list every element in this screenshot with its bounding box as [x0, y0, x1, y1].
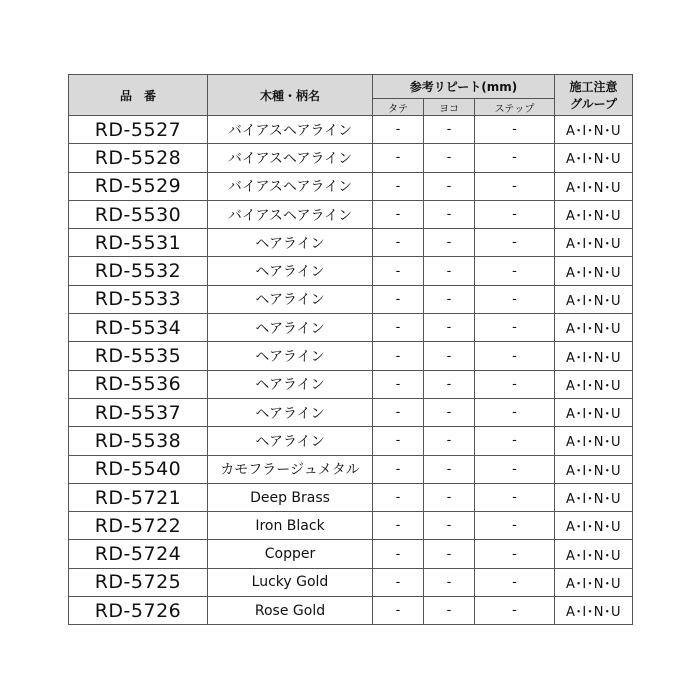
caution-group: A･I･N･U	[555, 229, 633, 257]
repeat-tate: -	[373, 144, 424, 172]
product-name: ヘアライン	[208, 370, 373, 398]
product-name: カモフラージュメタル	[208, 455, 373, 483]
repeat-yoko: -	[424, 568, 475, 596]
caution-group: A･I･N･U	[555, 483, 633, 511]
header-code: 品 番	[69, 75, 208, 116]
repeat-step: -	[475, 455, 555, 483]
table-row	[69, 512, 633, 540]
caution-group: A･I･N･U	[555, 512, 633, 540]
product-code: RD-5540	[69, 455, 208, 483]
product-name: ヘアライン	[208, 314, 373, 342]
caution-group: A･I･N･U	[555, 540, 633, 568]
product-code: RD-5531	[69, 229, 208, 257]
table-row	[69, 427, 633, 455]
repeat-yoko: -	[424, 512, 475, 540]
repeat-yoko: -	[424, 116, 475, 144]
caution-group: A･I･N･U	[555, 285, 633, 313]
product-name: Lucky Gold	[208, 568, 373, 596]
product-name: ヘアライン	[208, 229, 373, 257]
caution-group: A･I･N･U	[555, 342, 633, 370]
repeat-yoko: -	[424, 342, 475, 370]
repeat-tate: -	[373, 314, 424, 342]
repeat-yoko: -	[424, 540, 475, 568]
product-name: ヘアライン	[208, 257, 373, 285]
repeat-yoko: -	[424, 314, 475, 342]
repeat-step: -	[475, 257, 555, 285]
caution-group: A･I･N･U	[555, 172, 633, 200]
product-code: RD-5721	[69, 483, 208, 511]
repeat-step: -	[475, 144, 555, 172]
repeat-yoko: -	[424, 427, 475, 455]
caution-group: A･I･N･U	[555, 597, 633, 625]
repeat-yoko: -	[424, 172, 475, 200]
product-table	[68, 74, 633, 625]
repeat-tate: -	[373, 285, 424, 313]
repeat-tate: -	[373, 540, 424, 568]
table-row	[69, 172, 633, 200]
repeat-tate: -	[373, 455, 424, 483]
repeat-step: -	[475, 229, 555, 257]
repeat-tate: -	[373, 370, 424, 398]
table-row	[69, 229, 633, 257]
table-row	[69, 540, 633, 568]
product-name: Rose Gold	[208, 597, 373, 625]
table-row	[69, 257, 633, 285]
repeat-step: -	[475, 483, 555, 511]
product-code: RD-5726	[69, 597, 208, 625]
repeat-step: -	[475, 540, 555, 568]
product-name: ヘアライン	[208, 342, 373, 370]
repeat-yoko: -	[424, 144, 475, 172]
table-row	[69, 370, 633, 398]
product-code: RD-5532	[69, 257, 208, 285]
header-group-line2: グループ	[569, 97, 618, 111]
repeat-tate: -	[373, 116, 424, 144]
product-name: ヘアライン	[208, 427, 373, 455]
repeat-tate: -	[373, 200, 424, 228]
caution-group: A･I･N･U	[555, 427, 633, 455]
product-code: RD-5724	[69, 540, 208, 568]
table-body	[69, 116, 633, 625]
repeat-step: -	[475, 398, 555, 426]
product-code: RD-5528	[69, 144, 208, 172]
repeat-tate: -	[373, 427, 424, 455]
product-name: Iron Black	[208, 512, 373, 540]
repeat-step: -	[475, 200, 555, 228]
header-yoko: ヨコ	[424, 99, 475, 116]
caution-group: A･I･N･U	[555, 398, 633, 426]
product-code: RD-5538	[69, 427, 208, 455]
repeat-tate: -	[373, 342, 424, 370]
product-code: RD-5534	[69, 314, 208, 342]
repeat-yoko: -	[424, 229, 475, 257]
repeat-step: -	[475, 172, 555, 200]
repeat-step: -	[475, 116, 555, 144]
product-name: ヘアライン	[208, 285, 373, 313]
header-repeat: 参考リピート(mm)	[373, 75, 555, 99]
repeat-tate: -	[373, 512, 424, 540]
product-code: RD-5533	[69, 285, 208, 313]
caution-group: A･I･N･U	[555, 568, 633, 596]
caution-group: A･I･N･U	[555, 200, 633, 228]
repeat-step: -	[475, 597, 555, 625]
repeat-tate: -	[373, 597, 424, 625]
repeat-yoko: -	[424, 257, 475, 285]
repeat-step: -	[475, 568, 555, 596]
product-name: バイアスヘアライン	[208, 200, 373, 228]
product-name: バイアスヘアライン	[208, 144, 373, 172]
table-row	[69, 398, 633, 426]
product-code: RD-5527	[69, 116, 208, 144]
product-code: RD-5725	[69, 568, 208, 596]
product-code: RD-5529	[69, 172, 208, 200]
repeat-yoko: -	[424, 200, 475, 228]
product-code: RD-5535	[69, 342, 208, 370]
header-group-line1: 施工注意	[569, 80, 618, 94]
table-row	[69, 483, 633, 511]
caution-group: A･I･N･U	[555, 455, 633, 483]
table-row	[69, 144, 633, 172]
table-row	[69, 342, 633, 370]
caution-group: A･I･N･U	[555, 257, 633, 285]
table-row	[69, 568, 633, 596]
repeat-tate: -	[373, 229, 424, 257]
repeat-yoko: -	[424, 455, 475, 483]
repeat-step: -	[475, 370, 555, 398]
table-row	[69, 314, 633, 342]
header-group	[555, 75, 633, 116]
repeat-tate: -	[373, 172, 424, 200]
product-code: RD-5722	[69, 512, 208, 540]
repeat-step: -	[475, 342, 555, 370]
table-row	[69, 597, 633, 625]
caution-group: A･I･N･U	[555, 144, 633, 172]
repeat-yoko: -	[424, 285, 475, 313]
product-name: Copper	[208, 540, 373, 568]
repeat-yoko: -	[424, 398, 475, 426]
caution-group: A･I･N･U	[555, 314, 633, 342]
product-name: Deep Brass	[208, 483, 373, 511]
repeat-step: -	[475, 314, 555, 342]
repeat-step: -	[475, 285, 555, 313]
caution-group: A･I･N･U	[555, 370, 633, 398]
product-name: バイアスヘアライン	[208, 172, 373, 200]
product-code: RD-5536	[69, 370, 208, 398]
product-name: バイアスヘアライン	[208, 116, 373, 144]
repeat-step: -	[475, 427, 555, 455]
header-tate: タテ	[373, 99, 424, 116]
header-name: 木種・柄名	[208, 75, 373, 116]
table-row	[69, 285, 633, 313]
table-row	[69, 200, 633, 228]
header-step: ステップ	[475, 99, 555, 116]
product-code: RD-5530	[69, 200, 208, 228]
repeat-yoko: -	[424, 483, 475, 511]
table-row	[69, 116, 633, 144]
table-row	[69, 455, 633, 483]
repeat-tate: -	[373, 568, 424, 596]
repeat-tate: -	[373, 257, 424, 285]
repeat-step: -	[475, 512, 555, 540]
repeat-tate: -	[373, 398, 424, 426]
product-code: RD-5537	[69, 398, 208, 426]
product-name: ヘアライン	[208, 398, 373, 426]
repeat-yoko: -	[424, 370, 475, 398]
repeat-tate: -	[373, 483, 424, 511]
caution-group: A･I･N･U	[555, 116, 633, 144]
repeat-yoko: -	[424, 597, 475, 625]
